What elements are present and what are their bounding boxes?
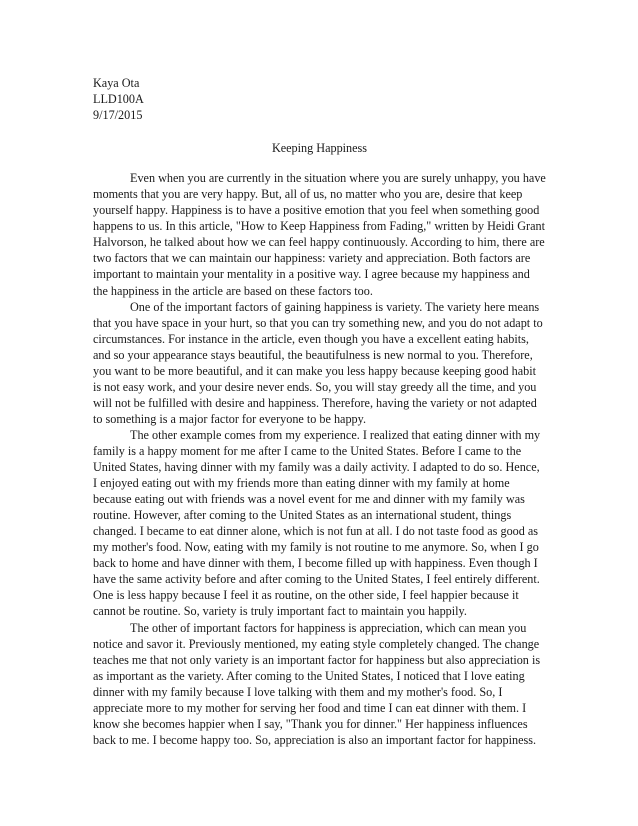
paragraph-intro: Even when you are currently in the situation where you are surely unhappy, you have moments that you are very happy. But, all of us, no matter who you are, desire that keep yourself happy. Happiness is to have a positive emotion that you feel when something good happens to us. In this article, "How to Keep Happiness from Fading," written by Heidi Grant Halvorson, he talked about how we can feel happy continuously. According to him, there are two factors that we can maintain our happiness: variety and appreciation. Both factors are important to maintain your mentality in a positive way. I agree because my happiness and the happiness in the article are based on these factors too. bbox=[93, 171, 546, 298]
course-code: LLD100A bbox=[93, 92, 144, 107]
author-name: Kaya Ota bbox=[93, 76, 140, 90]
paragraph-variety: One of the important factors of gaining happiness is variety. The variety here means that you have space in your hurt, so that you can try something new, and you do not adapt to circumstances. For instance in the article, even though you have a excellent eating habits, and so your appearance stays beautiful, the beautifulness is new normal to you. Therefore, you want to be more beautiful, and it can make you less happy because keeping good habit is not easy work, and your desire never ends. So, you will stay greedy all the time, and you will not be fulfilled with desire and happiness. Therefore, having the variety or not adapted to something is a major factor for everyone to be happy. bbox=[93, 299, 543, 426]
document-date: 9/17/2015 bbox=[93, 108, 143, 123]
paragraph-example: The other example comes from my experience. I realized that eating dinner with my family is a happy moment for me after I came to the United States. Before I came to the United States, having dinner with my family was a daily activity. I adapted to do so. Hence, I enjoyed eating out with my friends more than eating dinner with my family at home because eating out with friends was a novel event for me and dinner with my family was routine. However, after coming to the United States as an international student, things changed. I became to eat dinner alone, which is not fun at all. I do not taste food as good as my mother's food. Now, eating with my family is not routine to me anymore. So, when I go back to home and have dinner with them, I become filled up with happiness. Even though I have the same activity before and after coming to the United States, I feel entirely different. One is less happy because I feel it as routine, on the other side, I feel happier because it cannot be routine. So, variety is truly important fact to maintain you happily. bbox=[93, 427, 541, 619]
document-body bbox=[93, 75, 546, 748]
paragraph-appreciation: The other of important factors for happiness is appreciation, which can mean you notice and savor it. Previously mentioned, my eating style completely changed. The change teaches me that not only variety is an important factor for happiness but also appreciation is as important as the variety. After coming to the United States, I noticed that I love eating dinner with my family because I love talking with them and my mother's food. So, I appreciate more to my mother for serving her food and time I can eat dinner with them. I know she becomes happier when I say, "Thank you for dinner." Her happiness influences back to me. I become happy too. So, appreciation is also an important factor for happiness. bbox=[93, 620, 541, 747]
essay-title: Keeping Happiness bbox=[271, 141, 368, 156]
